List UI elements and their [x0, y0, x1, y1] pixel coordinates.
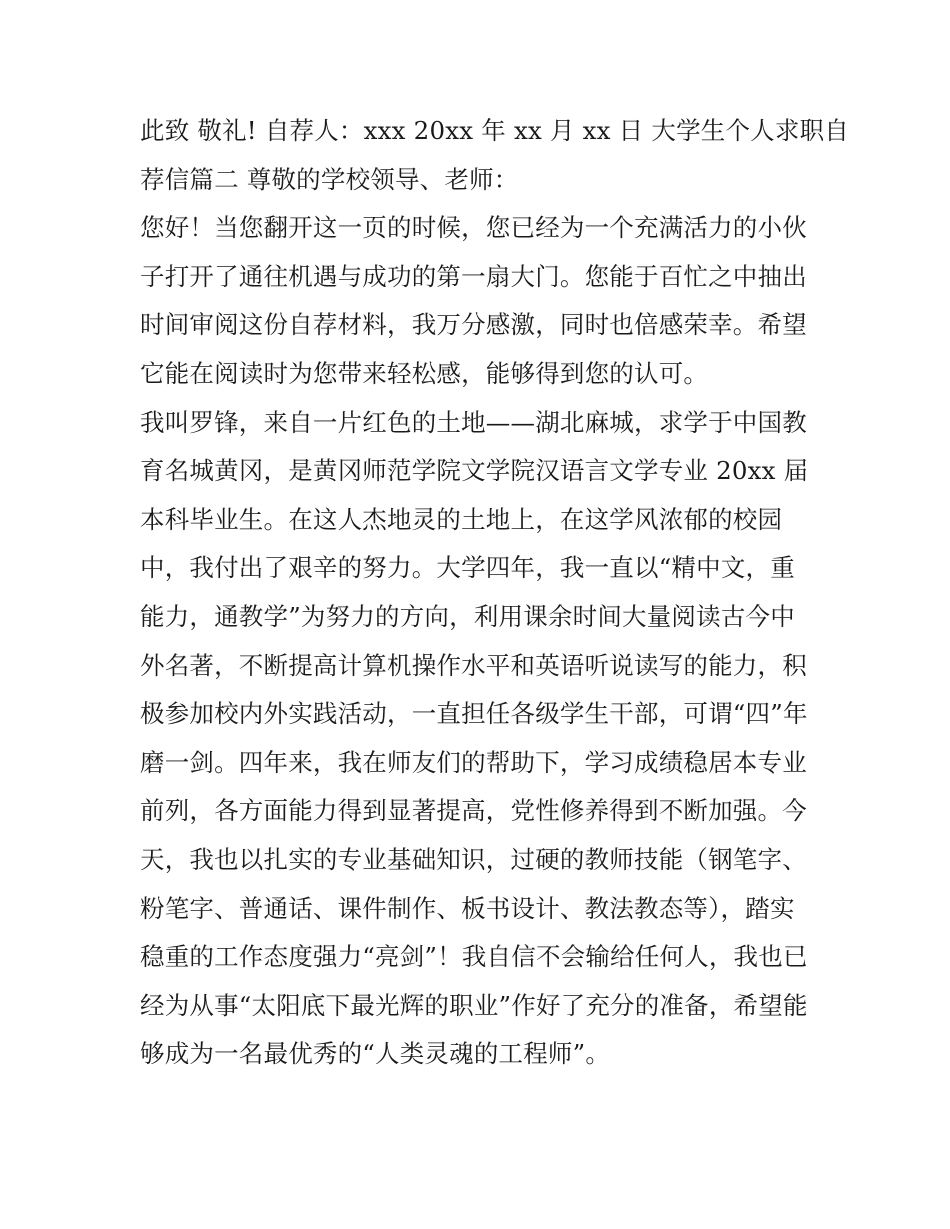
text-line: 经为从事“太阳底下最光辉的职业”作好了充分的准备，希望能 [140, 990, 808, 1020]
text-line: 能力，通教学”为努力的方向，利用课余时间大量阅读古今中 [140, 601, 795, 631]
text-line: 外名著，不断提高计算机操作水平和英语听说读写的能力，积 [140, 650, 807, 680]
text-line: 稳重的工作态度强力“亮剑”！我自信不会输给任何人，我也已 [140, 942, 808, 972]
text-line: 我叫罗锋，来自一片红色的土地——湖北麻城，求学于中国教 [140, 407, 807, 437]
text-line: 子打开了通往机遇与成功的第一扇大门。您能于百忙之中抽出 [140, 261, 807, 291]
text-line: 磨一剑。四年来，我在师友们的帮助下，学习成绩稳居本专业 [140, 747, 807, 777]
text-line: 中，我付出了艰辛的努力。大学四年，我一直以“精中文，重 [140, 553, 795, 583]
text-line: 此致 敬礼! 自荐人：xxx 20xx 年 xx 月 xx 日 大学生个人求职自 [140, 116, 849, 145]
text-line: 育名城黄冈，是黄冈师范学院文学院汉语言文学专业 20xx 届 [140, 456, 809, 486]
text-line: 时间审阅这份自荐材料，我万分感激，同时也倍感荣幸。希望 [140, 310, 807, 340]
text-line: 它能在阅读时为您带来轻松感，能够得到您的认可。 [140, 358, 709, 388]
text-line: 极参加校内外实践活动，一直担任各级学生干部，可谓“四”年 [140, 699, 808, 729]
letter-body [140, 107, 849, 1079]
text-line: 您好！当您翻开这一页的时候，您已经为一个充满活力的小伙 [140, 213, 807, 243]
text-line: 前列，各方面能力得到显著提高，党性修养得到不断加强。今 [140, 796, 807, 826]
text-line: 荐信篇二 尊敬的学校领导、老师： [140, 164, 519, 194]
text-line: 够成为一名最优秀的“人类灵魂的工程师”。 [140, 1039, 611, 1069]
text-line: 粉笔字、普通话、课件制作、板书设计、教法教态等），踏实 [140, 893, 795, 923]
text-line: 本科毕业生。在这人杰地灵的土地上，在这学风浓郁的校园 [140, 504, 783, 534]
text-line: 天，我也以扎实的专业基础知识，过硬的教师技能（钢笔字、 [140, 844, 807, 874]
